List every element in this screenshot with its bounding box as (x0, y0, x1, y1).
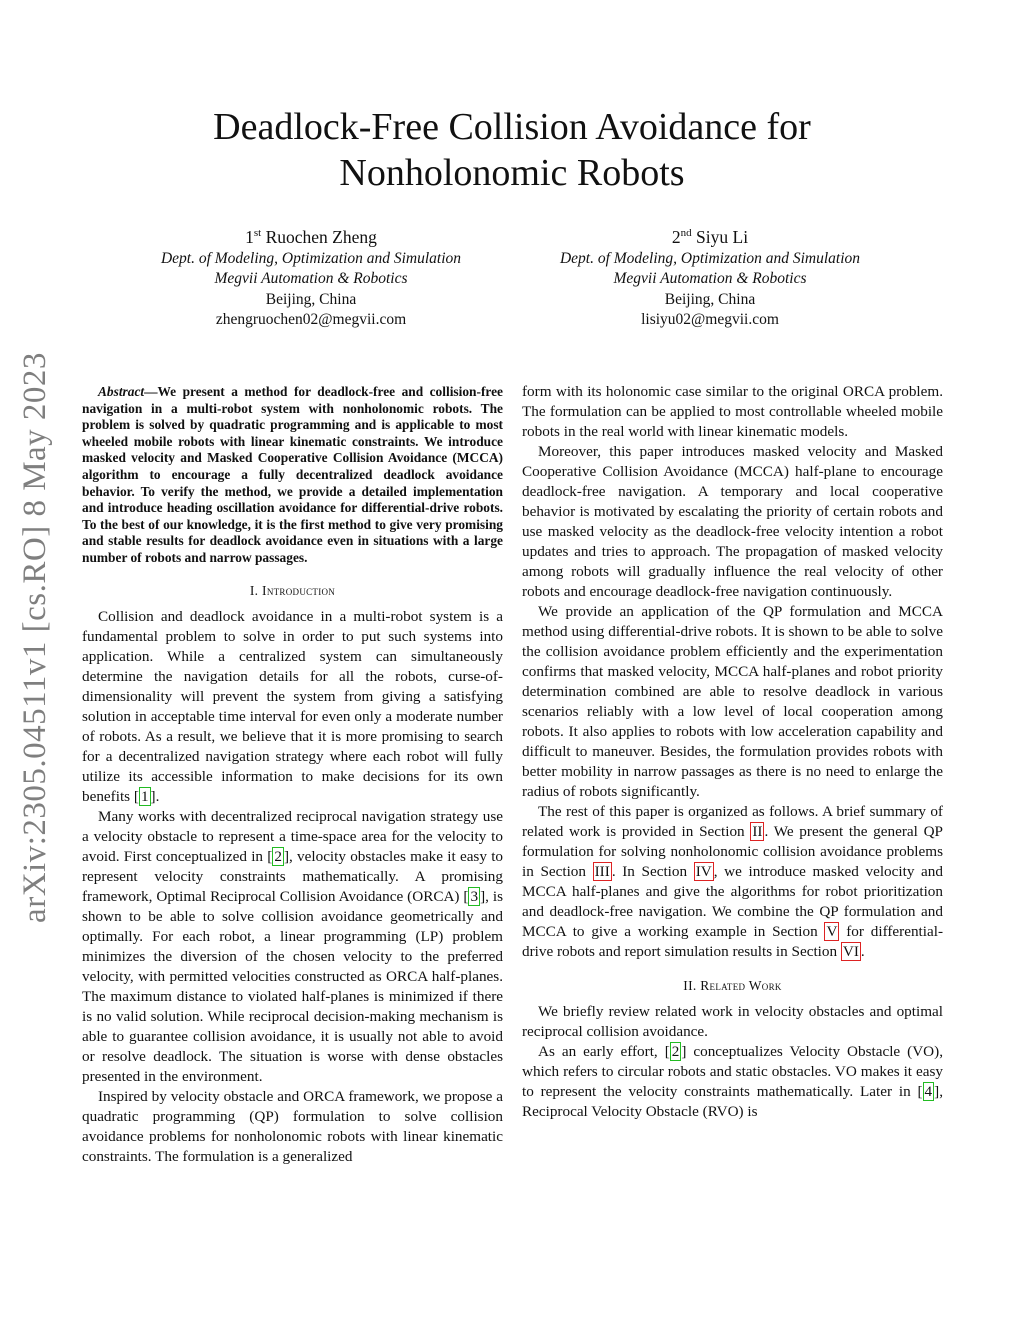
intro-paragraph-6: The rest of this paper is organized as follows. A brief summary of related work is provided in Section II . We present the general QP formulation for solving nonholonomic collision avoidance problems in Section III . In Section IV , we introduce masked velocity and MCCA half-planes and give the algorithms for robot prioritization and deadlock-free navigation. We combine the QP formulation and MCCA to give a working example in Section V for differential-drive robots and report simulation results in Section VI . (522, 803, 943, 960)
intro-paragraph-2: Many works with decentralized reciprocal navigation strategy use a velocity obstacle to represent a time-space area for the velocity to avoid. First conceptualized in [ 2 ], velocity obstacles make it easy to represent velocity constraints mathematically. A promising framework, Optimal Reciprocal Collision Avoidance (ORCA) [ 3 ], is shown to be able to solve collision avoidance geometrically and optimally. For each robot, a linear programming (LP) problem minimizes the diversion of the chosen velocity to the preferred velocity, with permitted velocities constructed as ORCA half-planes. The maximum distance to violated half-planes is minimized if there is no valid solution. While reciprocal decision-making mechanism is able to guarantee collision avoidance, it is usually not able to avoid or resolve deadlock. The situation is worse with dense obstacles presented in the environment. (82, 807, 504, 1085)
author-dept: Dept. of Modeling, Optimization and Simulation (559, 249, 861, 267)
citation-link[interactable]: 3 (470, 887, 479, 905)
title-line-2: Nonholonomic Robots (339, 152, 685, 194)
author-block-1 (131, 222, 491, 331)
right-column (522, 382, 943, 1122)
author-org: Megvii Automation & Robotics (214, 270, 408, 288)
intro-paragraph-1: Collision and deadlock avoidance in a multi-robot system is a fundamental problem to solve in order to put such systems into application. While a centralized system can simultaneously determine the navigation details for all the robots, curse-of-dimensionality will prevent the system from giving a satisfying solution in acceptable time interval for even only a moderate number of robots. As a result, we believe that it is more promising to search for a decentralized navigation strategy where each robot will fully utilize its accessible information to make decisions for its own benefits [ 1 ]. (82, 607, 503, 805)
intro-paragraph-4: Moreover, this paper introduces masked velocity and Masked Cooperative Collision Avoidance (MCCA) half-plane to encourage deadlock-free navigation. A temporary and local cooperative behavior is motivated by escalating the priority of certain robots and use masked velocity as the deadlock-free velocity intention a robot updates and tries to approach. The propagation of masked velocity among robots will gradually influence the real velocity of other robots and encourage deadlock-free navigation continuously. (522, 443, 943, 600)
section-link[interactable]: IV (695, 863, 712, 880)
abstract (82, 384, 503, 567)
author-email: zhengruochen02@megvii.com (215, 311, 407, 329)
author-name: 2nd Siyu Li (671, 226, 749, 247)
abstract-text: —We present a method for deadlock-free and collision-free navigation in a multi-robot system with nonholonomic robots. The problem is solved by quadratic programming and is applicable to most wheeled mobile robots with linear kinematic constraints. We introduce masked velocity and Masked Cooperative Collision Avoidance (MCCA) algorithm to encourage a fully decentralized deadlock avoidance behavior. To verify the method, we provide a detailed implementation and introduce heading oscillation avoidance for differential-drive robots. To the best of our knowledge, it is the first method to give very promising and stable results for deadlock avoidance even in situations with a large number of robots and narrow passages. (82, 384, 503, 565)
section-heading-related-work: II. Related Work (683, 978, 782, 993)
citation-link[interactable]: 2 (274, 847, 282, 865)
abstract-label: Abstract (98, 384, 145, 399)
related-paragraph-2: As an early effort, [ 2 ] conceptualizes Velocity Obstacle (VO), which refers to circular robots and static obstacles. VO makes it easy to represent the velocity constraints mathematically. Later in [ 4 ], Reciprocal Velocity Obstacle (RVO) is (522, 1043, 943, 1120)
intro-paragraph-3: Inspired by velocity obstacle and ORCA framework, we propose a quadratic programming (QP) formulation to solve collision avoidance problems for nonholonomic robots with linear kinematic constraints. The formulation is a generalized (82, 1087, 503, 1165)
title-line-1: Deadlock-Free Collision Avoidance for (213, 106, 811, 148)
citation-link[interactable]: 2 (671, 1043, 680, 1060)
author-block-2 (530, 222, 890, 331)
author-name: 1st Ruochen Zheng (245, 226, 377, 247)
paper-title (120, 104, 904, 196)
author-org: Megvii Automation & Robotics (613, 270, 807, 288)
intro-paragraph-5: We provide an application of the QP formulation and MCCA method using differential-drive robots. It is shown to be able to solve the collision avoidance problem efficiently and the experimentation confirms that masked velocity, MCCA half-planes and robot priority determination combined are able to resolve deadlock in various scenarios reliably with a low level of local cooperation among robots. It also applies to robots with low acceleration capability and difficult to maneuver. Besides, the formulation provides robots with better mobility in narrow passages as there is no need to enlarge the radius of robots significantly. (522, 603, 943, 800)
arxiv-id-text: arXiv:2305.04511v1 [cs.RO] 8 May 2023 (16, 352, 53, 923)
related-paragraph-1: We briefly review related work in velocity obstacles and optimal reciprocal collision avoidance. (522, 1003, 943, 1040)
author-email: lisiyu02@megvii.com (641, 311, 779, 329)
author-city: Beijing, China (664, 290, 756, 308)
author-city: Beijing, China (265, 290, 357, 308)
author-dept: Dept. of Modeling, Optimization and Simulation (160, 249, 462, 267)
section-link[interactable]: III (594, 863, 610, 880)
section-heading-introduction: I. Introduction (249, 582, 336, 598)
citation-link[interactable]: 4 (924, 1083, 933, 1100)
left-column (82, 382, 503, 1167)
citation-link[interactable]: 1 (140, 787, 149, 805)
section-link[interactable]: II (752, 823, 763, 840)
section-link[interactable]: VI (842, 943, 859, 960)
section-link[interactable]: V (826, 923, 838, 940)
arxiv-identifier (15, 350, 55, 925)
intro-paragraph-3-continued: form with its holonomic case similar to the original ORCA problem. The formulation can be applied to most controllable wheeled mobile robots in the real world with linear kinematic models. (522, 383, 943, 440)
